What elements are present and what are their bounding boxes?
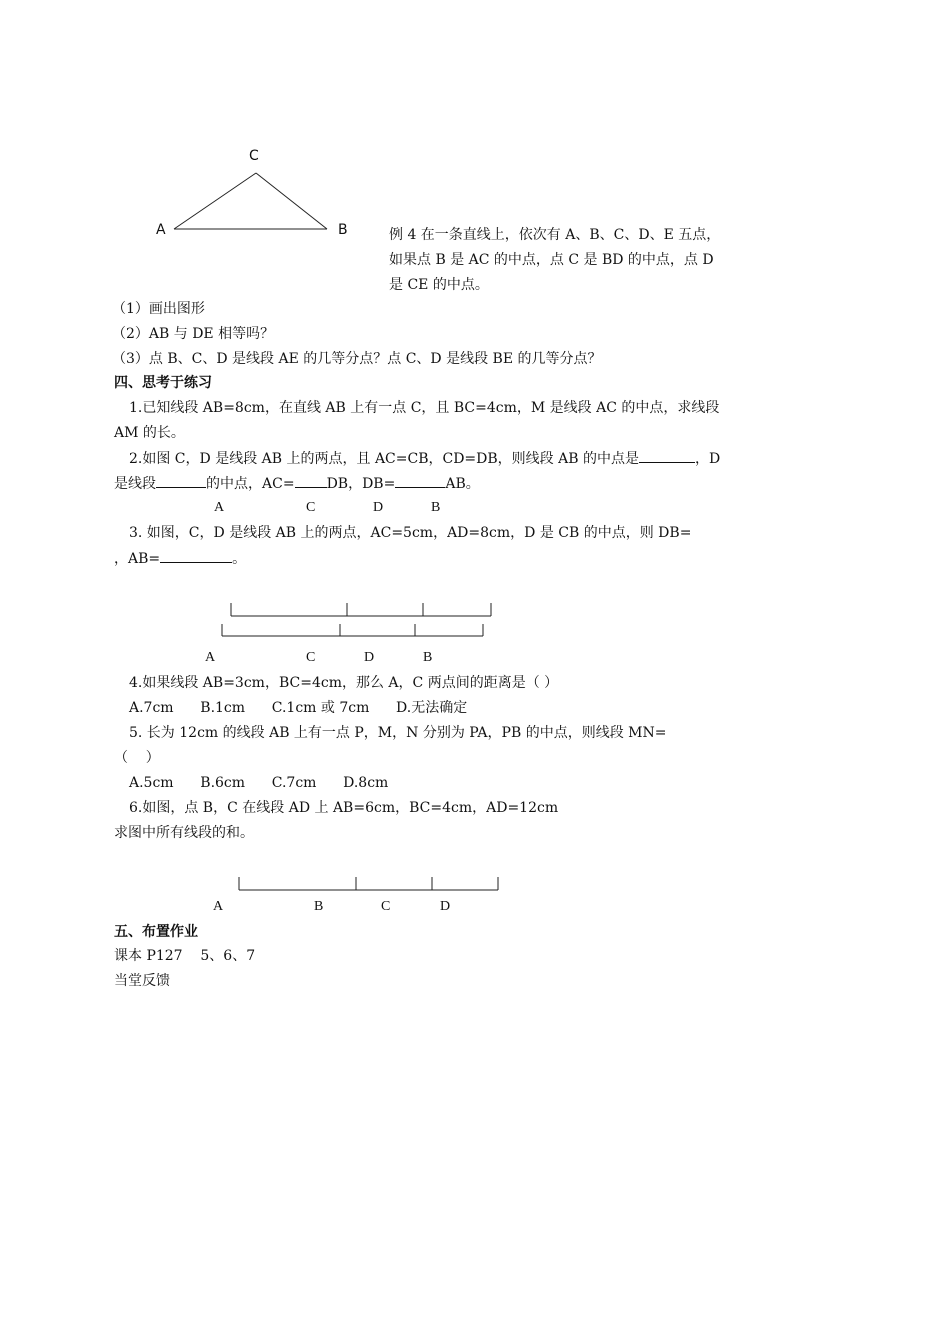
- ex2-line2-d: AB。: [445, 476, 480, 492]
- ex4-options: A.7cm B.1cm C.1cm 或 7cm D.无法确定: [129, 700, 468, 716]
- ex1-line2: AM 的长。: [114, 425, 185, 441]
- ex2-line2-b: 的中点，AC=: [206, 476, 295, 492]
- ex4-line1: 4.如果线段 AB=3cm，BC=4cm，那么 A，C 两点间的距离是（ ）: [129, 675, 559, 691]
- ex3-label-a: A: [205, 650, 216, 665]
- triangle-label-b: B: [338, 222, 348, 238]
- example4-line2: 如果点 B 是 AC 的中点，点 C 是 BD 的中点，点 D: [389, 252, 714, 268]
- ex2-blank-1: [639, 448, 695, 463]
- ex2-label-b: B: [431, 500, 441, 515]
- ex3-label-d: D: [364, 650, 375, 665]
- ex3-line2: [114, 548, 246, 569]
- ex2-line2: [114, 473, 480, 494]
- ex6-label-b: B: [314, 899, 324, 914]
- homework-text: 课本 P127 5、6、7: [114, 948, 256, 964]
- question-2: （2）AB 与 DE 相等吗？: [112, 326, 275, 342]
- ex2-blank-3: [295, 473, 327, 488]
- ex6-line1: 6.如图，点 B，C 在线段 AD 上 AB=6cm，BC=4cm，AD=12cm: [129, 800, 559, 816]
- ex2-line1-tail: ，D: [694, 451, 721, 467]
- ex6-segment-figure: [239, 877, 498, 890]
- ex3-line2-a: ，AB=: [114, 551, 161, 567]
- triangle-side-ac: [174, 173, 256, 229]
- ex2-label-d: D: [373, 500, 384, 515]
- ex2-blank-2: [156, 473, 206, 488]
- triangle-label-c: C: [249, 148, 259, 164]
- example4-line3: 是 CE 的中点。: [389, 277, 489, 293]
- triangle-side-bc: [256, 173, 327, 229]
- ex6-line2: 求图中所有线段的和。: [114, 825, 254, 841]
- question-3: （3）点 B、C、D 是线段 AE 的几等分点？点 C、D 是线段 BE 的几等分点？: [112, 351, 602, 367]
- triangle-label-a: A: [156, 222, 166, 238]
- ex3-label-c: C: [306, 650, 316, 665]
- ex6-label-a: A: [213, 899, 224, 914]
- ex2-blank-4: [395, 473, 445, 488]
- section5-heading: 五、布置作业: [114, 924, 198, 940]
- ex3-segment-figure: [222, 603, 491, 636]
- ex2-line2-c: DB，DB=: [326, 476, 396, 492]
- ex5-options: A.5cm B.6cm C.7cm D.8cm: [129, 775, 389, 791]
- ex6-label-d: D: [440, 899, 451, 914]
- ex3-line2-b: 。: [232, 551, 247, 567]
- ex1-line1: 1.已知线段 AB=8cm，在直线 AB 上有一点 C，且 BC=4cm，M 是线段 AC 的中点，求线段: [129, 400, 720, 416]
- ex5-line2: （ ）: [114, 750, 160, 766]
- example4-line1: 例 4 在一条直线上，依次有 A、B、C、D、E 五点，: [389, 227, 721, 243]
- ex2-line2-a: 是线段: [114, 476, 156, 492]
- question-1: （1）画出图形: [112, 301, 205, 317]
- ex2-label-c: C: [306, 500, 316, 515]
- ex2-line1: [129, 448, 720, 469]
- ex3-label-b: B: [423, 650, 433, 665]
- section4-heading: 四、思考于练习: [114, 375, 212, 391]
- ex2-line1-text: 2.如图 C，D 是线段 AB 上的两点，且 AC=CB，CD=DB，则线段 AB 的中点是: [129, 451, 639, 467]
- ex6-label-c: C: [381, 899, 391, 914]
- ex3-blank: [160, 548, 232, 563]
- ex2-label-a: A: [214, 500, 225, 515]
- ex5-line1: 5. 长为 12cm 的线段 AB 上有一点 P，M，N 分别为 PA，PB 的中点，则线段 MN=: [129, 725, 667, 741]
- ex3-line1: 3. 如图，C，D 是线段 AB 上的两点，AC=5cm，AD=8cm，D 是 CB 的中点，则 DB=: [129, 525, 692, 541]
- feedback-text: 当堂反馈: [114, 973, 170, 989]
